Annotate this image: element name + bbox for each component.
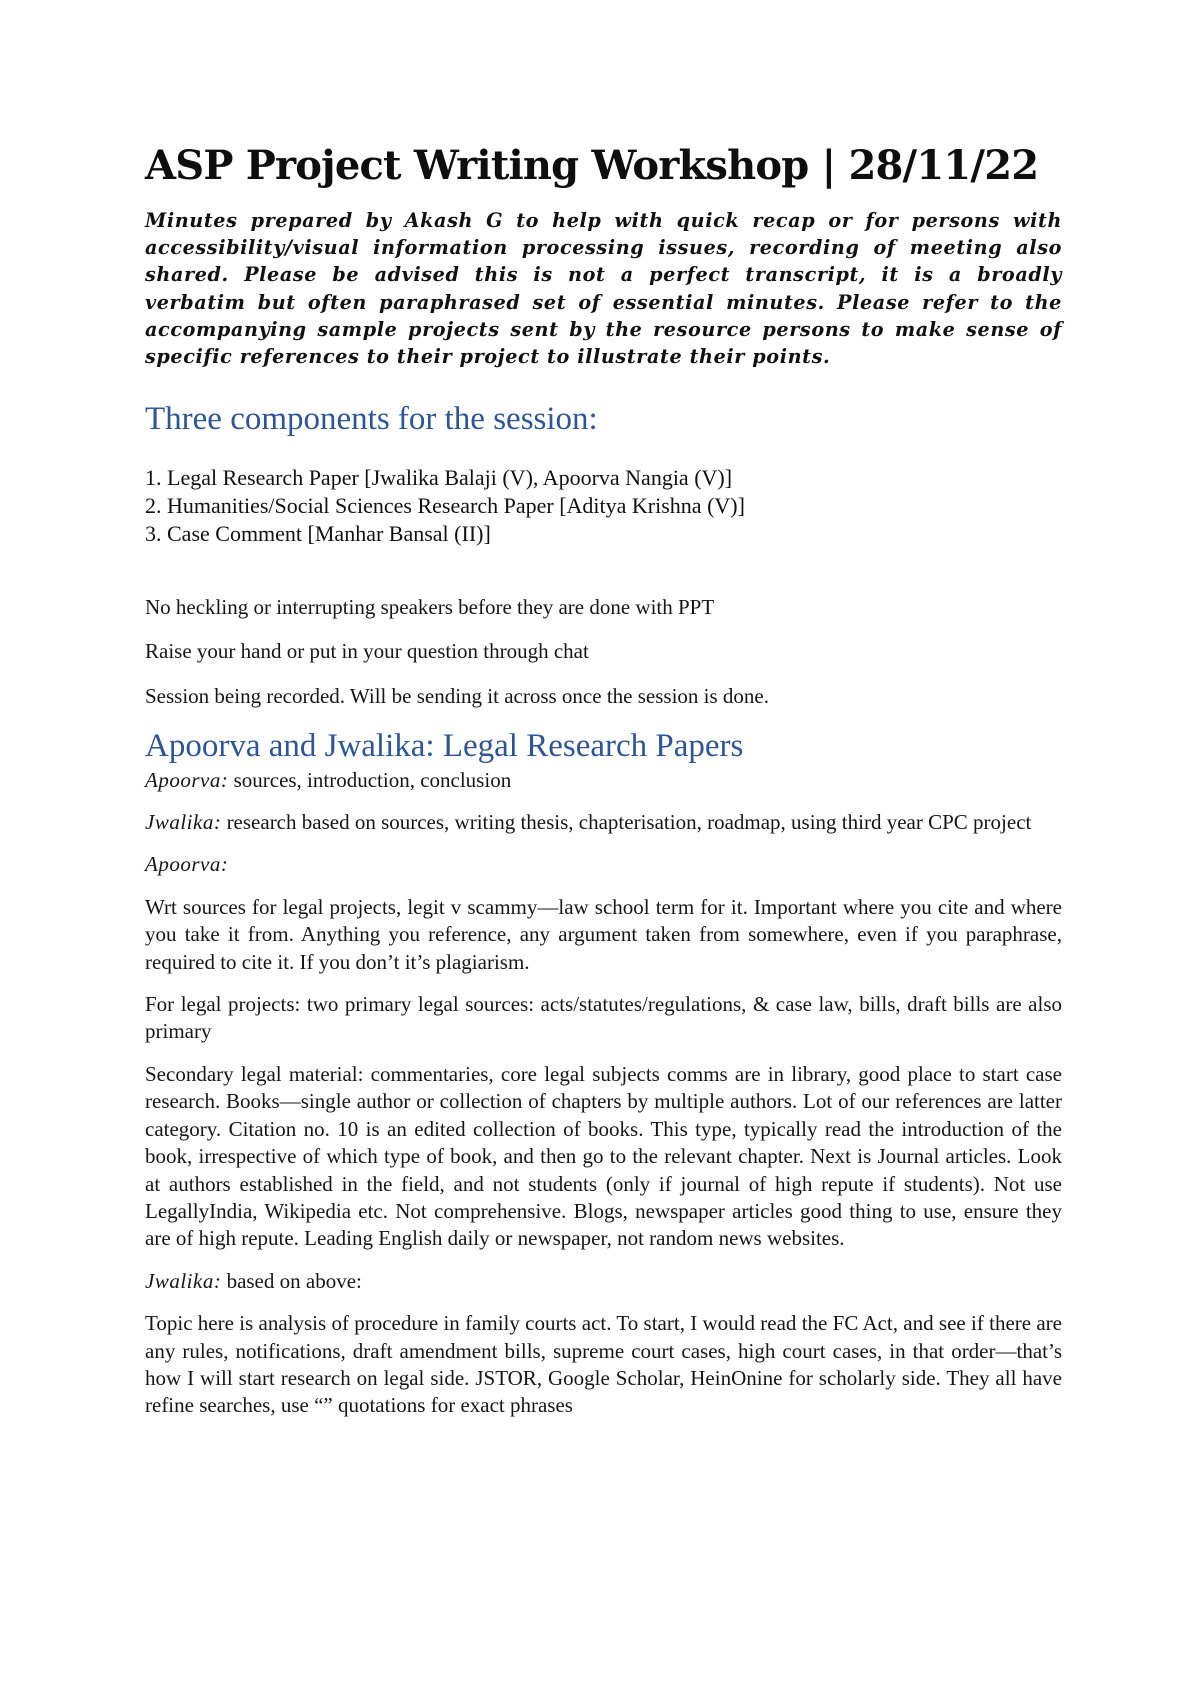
rule-paragraph: Raise your hand or put in your question through chat <box>145 639 589 664</box>
paragraph-text: sources, introduction, conclusion <box>228 767 512 792</box>
paragraph: Topic here is analysis of procedure in family courts act. To start, I would read the FC Act, and see if there are any rules, notifications, draft amendment bills, supreme court cases, high court cases, in that order—that’s how I will start research on legal side. JSTOR, Google Scholar, HeinOnine for scholarly side. They all have refine searches, use “” quotations for exact phrases <box>145 1311 1062 1418</box>
document-title: ASP Project Writing Workshop | 28/11/22 <box>145 142 1039 189</box>
paragraph: For legal projects: two primary legal sources: acts/statutes/regulations, & case law, bills, draft bills are also primary <box>145 992 1062 1044</box>
components-list <box>145 464 1062 548</box>
paragraph <box>145 809 1062 836</box>
paragraph <box>145 1268 1062 1295</box>
section-heading-components: Three components for the session: <box>145 401 598 438</box>
rule-paragraph: No heckling or interrupting speakers before they are done with PPT <box>145 594 715 619</box>
paragraph-text: research based on sources, writing thesis, chapterisation, roadmap, using third year CPC project <box>221 810 1032 835</box>
paragraph: Secondary legal material: commentaries, core legal subjects comms are in library, good place to start case research. Books—single author or collection of chapters by multiple authors. Lot of our references are latter category. Citation no. 10 is an edited collection of books. This type, typically read the introduction of the book, irrespective of which type of book, and then go to the relevant chapter. Next is Journal articles. Look at authors established in the field, and not students (only if journal of high repute if students). Not use LegallyIndia, Wikipedia etc. Not comprehensive. Blogs, newspaper articles good thing to use, ensure they are of high repute. Leading English daily or newspaper, not random news websites. <box>145 1061 1062 1251</box>
session-rules <box>145 594 1062 710</box>
list-item: 2. Humanities/Social Sciences Research Paper [Aditya Krishna (V)] <box>145 492 745 518</box>
list-item: 3. Case Comment [Manhar Bansal (II)] <box>145 520 491 546</box>
list-item: 1. Legal Research Paper [Jwalika Balaji (V), Apoorva Nangia (V)] <box>145 464 733 490</box>
paragraph <box>145 767 1062 794</box>
speaker-label: Apoorva: <box>145 767 229 792</box>
speaker-label: Jwalika: <box>145 1268 222 1293</box>
speaker-label: Jwalika: <box>145 810 222 835</box>
paragraph-text: based on above: <box>221 1268 362 1293</box>
paragraph: Wrt sources for legal projects, legit v scammy—law school term for it. Important where you cite and where you take it from. Anything you reference, any argument taken from somewhere, even if you paraphrase, required to cite it. If you don’t it’s plagiarism. <box>145 894 1062 974</box>
intro-note: Minutes prepared by Akash G to help with quick recap or for persons with accessibility/visual information processing issues, recording of meeting also shared. Please be advised this is not a perfect transcript, it is a broadly verbatim but often paraphrased set of essential minutes. Please refer to the accompanying sample projects sent by the resource persons to make sense of specific references to their project to illustrate their points. <box>145 209 1062 369</box>
speaker-label: Apoorva: <box>145 852 229 877</box>
section-heading-legal-research: Apoorva and Jwalika: Legal Research Papers <box>145 728 744 765</box>
paragraph <box>145 851 1062 878</box>
rule-paragraph: Session being recorded. Will be sending it across once the session is done. <box>145 683 769 708</box>
